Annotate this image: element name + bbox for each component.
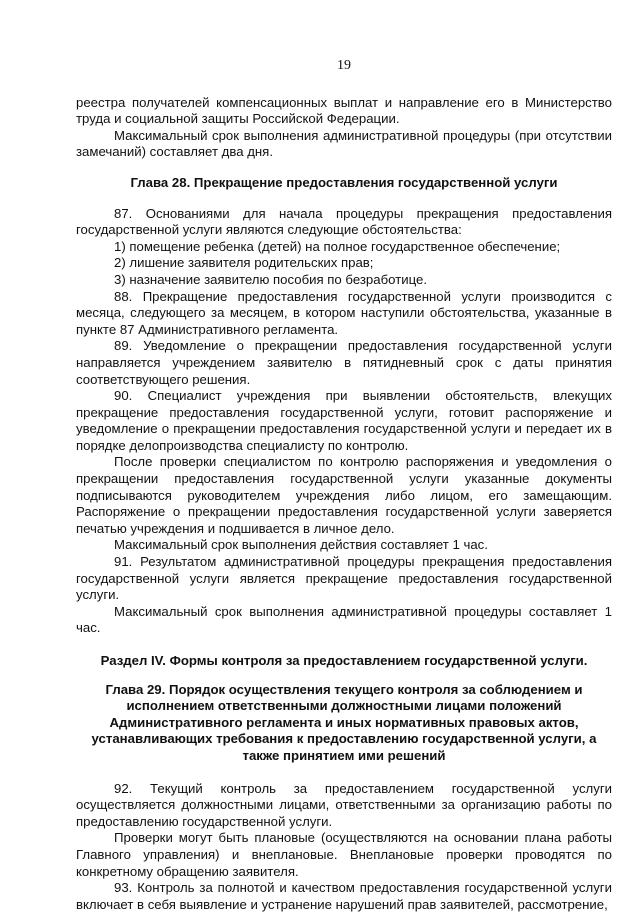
section-heading: Раздел IV. Формы контроля за предоставлением государственной услуги. bbox=[100, 653, 588, 668]
paragraph: Максимальный срок выполнения административной процедуры составляет 1 час. bbox=[76, 603, 612, 636]
paragraph: 93. Контроль за полнотой и качеством предоставления государственной услуги включает в себя выявление и устранение нарушений прав заявителей, рассмотрение, bbox=[76, 880, 612, 912]
paragraph: 88. Прекращение предоставления государственной услуги производится с месяца, следующего за месяцем, в котором наступили обстоятельства, указанные в пункте 87 Административного регламента. bbox=[76, 288, 612, 337]
paragraph: Максимальный срок выполнения действия составляет 1 час. bbox=[114, 537, 488, 553]
section-heading: Глава 28. Прекращение предоставления государственной услуги bbox=[130, 174, 558, 190]
section-heading: Глава 29. Порядок осуществления текущего контроля за соблюдением и исполнением ответственными должностными лицами положений Административного регламента и иных нормативных правовых актов, устанавливающих требования к предоставлению государственной услуги, а также принятием ими решений bbox=[91, 681, 597, 763]
list-item: 3) назначение заявителю пособия по безработице. bbox=[114, 271, 428, 287]
paragraph: 90. Специалист учреждения при выявлении обстоятельств, влекущих прекращение предоставления государственной услуги, готовит распоряжение и уведомление о прекращении предоставления государственной услуги и передает их в порядке делопроизводства специалисту по контролю. bbox=[76, 388, 612, 453]
paragraph: 89. Уведомление о прекращении предоставления государственной услуги направляется учреждением заявителю в пятидневный срок с даты принятия соответствующего решения. bbox=[76, 338, 612, 387]
paragraph: Проверки могут быть плановые (осуществляются на основании плана работы Главного управления) и внеплановые. Внеплановые проверки проводятся по конкретному обращению заявителя. bbox=[76, 830, 612, 879]
page-number: 19 bbox=[337, 58, 351, 73]
paragraph: 92. Текущий контроль за предоставлением государственной услуги осуществляется должностными лицами, ответственными за организацию работы по предоставлению государственной услуги. bbox=[76, 780, 612, 829]
paragraph: 87. Основаниями для начала процедуры прекращения предоставления государственной услуги являются следующие обстоятельства: bbox=[76, 205, 612, 238]
paragraph: 91. Результатом административной процедуры прекращения предоставления государственной услуги является прекращение предоставления государственной услуги. bbox=[76, 554, 612, 603]
paragraph: После проверки специалистом по контролю распоряжения и уведомления о прекращении предоставления государственной услуги указанные документы подписываются руководителем учреждения либо лицом, его замещающим. Распоряжение о прекращении предоставления государственной услуги заверяется печатью учреждения и подшивается в личное дело. bbox=[76, 454, 612, 536]
document-body bbox=[76, 95, 612, 913]
paragraph: реестра получателей компенсационных выплат и направление его в Министерство труда и социальной защиты Российской Федерации. bbox=[76, 94, 612, 127]
list-item: 2) лишение заявителя родительских прав; bbox=[114, 255, 374, 271]
paragraph: Максимальный срок выполнения административной процедуры (при отсутствии замечаний) составляет два дня. bbox=[76, 127, 612, 160]
list-item: 1) помещение ребенка (детей) на полное государственное обеспечение; bbox=[114, 238, 561, 254]
